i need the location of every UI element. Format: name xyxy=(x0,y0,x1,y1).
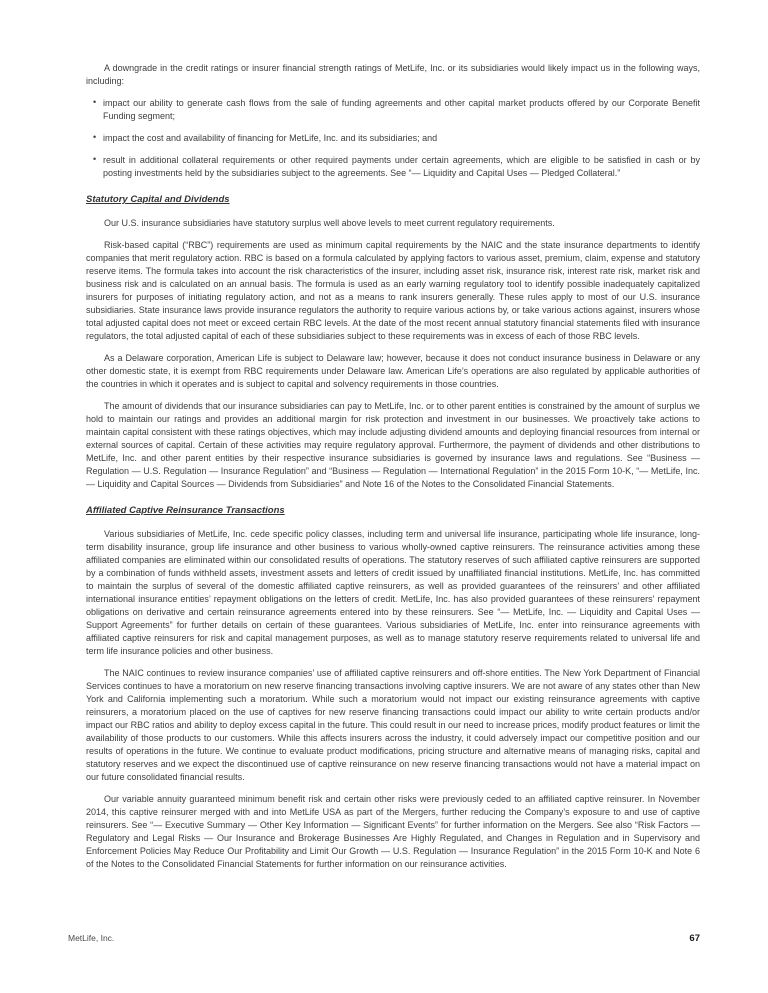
page-footer xyxy=(68,933,700,944)
bullet-list xyxy=(86,97,700,180)
bullet-text: result in additional collateral requirements or other required payments under certain agreements, which are eligible to be satisfied in cash or by posting investments held by the subsidiaries subject to the agreements. See “— Liquidity and Capital Uses — Pledged Collateral.” xyxy=(103,155,700,178)
footer-company: MetLife, Inc. xyxy=(68,933,115,943)
bullet-text: impact our ability to generate cash flows from the sale of funding agreements and other capital market products offered by our Corporate Benefit Funding segment; xyxy=(103,98,700,121)
paragraph: Our variable annuity guaranteed minimum benefit risk and certain other risks were previously ceded to an affiliated captive reinsurer. In November 2014, this captive reinsurer merged with and into MetLife USA as part of the Mergers, further reducing the Company’s exposure to and use of captive reinsurers. See “— Executive Summary — Other Key Information — Significant Events” for further information on the Mergers. See also “Risk Factors — Regulatory and Legal Risks — Our Insurance and Brokerage Businesses Are Highly Regulated, and Changes in Regulation and in Supervisory and Enforcement Policies May Reduce Our Profitability and Limit Our Growth — U.S. Regulation — Insurance Regulation” in the 2015 Form 10-K and Note 6 of the Notes to the Consolidated Financial Statements for further information on our reinsurance activities. xyxy=(86,794,700,869)
bullet-item xyxy=(86,154,700,180)
bullet-text: impact the cost and availability of financing for MetLife, Inc. and its subsidiaries; and xyxy=(103,133,438,143)
bullet-icon: • xyxy=(93,154,97,164)
bullet-icon: • xyxy=(93,97,97,107)
footer-page-number: 67 xyxy=(689,933,700,944)
paragraph: Various subsidiaries of MetLife, Inc. cede specific policy classes, including term and universal life insurance, participating whole life insurance, long-term disability insurance, group life insurance and other business to various wholly-owned captive reinsurers. The reinsurance activities among these affiliated companies are eliminated within our consolidated results of operations. The statutory reserves of such affiliated captive reinsurers are supported by a combination of funds withheld assets, investment assets and letters of credit issued by unaffiliated financial institutions. MetLife, Inc. has committed to maintain the surplus of several of the domestic affiliated captive reinsurers, as well as provided guarantees of the reinsurers’ and other affiliated international insurance entities’ repayment obligations on the letters of credit. MetLife, Inc. has also provided guarantees of these reinsurers’ repayment obligations on derivative and certain reinsurance agreements entered into by these reinsurers. See “— MetLife, Inc. — Liquidity and Capital Uses — Support Agreements” for further details on certain of these guarantees. Various subsidiaries of MetLife, Inc. enter into reinsurance agreements with affiliated captive reinsurers for risk and capital management purposes, as well as to manage statutory reserve requirements related to universal life and term life insurance policies and other business. xyxy=(86,529,700,656)
paragraph: Our U.S. insurance subsidiaries have statutory surplus well above levels to meet current regulatory requirements. xyxy=(104,218,555,228)
paragraph: The NAIC continues to review insurance companies’ use of affiliated captive reinsurers and off-shore entities. The New York Department of Financial Services continues to have a moratorium on new reserve financing transactions involving captive insurers. We are not aware of any states other than New York and California implementing such a moratorium. While such a moratorium would not impact our existing reinsurance agreements with captive reinsurers, a moratorium placed on the use of captives for new reserve financing transactions could impact our ability to write certain products and/or impact our RBC ratios and ability to deploy excess capital in the future. This could result in our need to increase prices, modify product features or limit the availability of those products to our customers. While this affects insurers across the industry, it could adversely impact our competitive position and our results of operations in the future. We continue to evaluate product modifications, pricing structure and alternative means of managing risks, capital and statutory reserves and we expect the discontinued use of captive reinsurance on new reserve financing transactions would not have a material impact on our future consolidated financial results. xyxy=(86,668,700,782)
section-heading-affiliated-captive-reinsurance-transactions: Affiliated Captive Reinsurance Transactions xyxy=(86,505,285,516)
bullet-item xyxy=(86,97,700,123)
intro-paragraph: A downgrade in the credit ratings or insurer financial strength ratings of MetLife, Inc. or its subsidiaries would likely impact us in the following ways, including: xyxy=(86,63,700,86)
bullet-item xyxy=(86,132,700,145)
page-content xyxy=(86,62,700,880)
section-heading-statutory-capital-and-dividends: Statutory Capital and Dividends xyxy=(86,194,230,205)
paragraph: As a Delaware corporation, American Life is subject to Delaware law; however, because it does not conduct insurance business in Delaware or any other domestic state, it is exempt from RBC requirements under Delaware law. American Life’s operations are also regulated by applicable authorities of the countries in which it operates and is subject to capital and solvency requirements in those countries. xyxy=(86,353,700,389)
paragraph: The amount of dividends that our insurance subsidiaries can pay to MetLife, Inc. or to other parent entities is constrained by the amount of surplus we hold to maintain our ratings and provides an additional margin for risk protection and investment in our businesses. We proactively take actions to maintain capital consistent with these ratings objectives, which may include adjusting dividend amounts and deploying financial resources from internal or external sources of capital. Certain of these activities may require regulatory approval. Furthermore, the payment of dividends and other distributions to MetLife, Inc. and other parent entities by their respective insurance subsidiaries is governed by insurance laws and regulations. See “Business — Regulation — U.S. Regulation — Insurance Regulation” and “Business — Regulation — International Regulation” in the 2015 Form 10-K, “— MetLife, Inc. — Liquidity and Capital Sources — Dividends from Subsidiaries” and Note 16 of the Notes to the Consolidated Financial Statements. xyxy=(86,401,700,489)
bullet-icon: • xyxy=(93,132,97,142)
paragraph: Risk-based capital (“RBC”) requirements are used as minimum capital requirements by the NAIC and the state insurance departments to identify companies that merit regulatory action. RBC is based on a formula calculated by applying factors to various asset, premium, claim, expense and statutory reserve items. The formula takes into account the risk characteristics of the insurer, including asset risk, insurance risk, interest rate risk, market risk and business risk and is calculated on an annual basis. The formula is used as an early warning regulatory tool to identify possible inadequately capitalized insurers for purposes of initiating regulatory action, and not as a means to rank insurers generally. These rules apply to most of our U.S. insurance subsidiaries. State insurance laws provide insurance regulators the authority to require various actions by, or take various actions against, insurers whose total adjusted capital does not meet or exceed certain RBC levels. At the date of the most recent annual statutory financial statements filed with insurance regulators, the total adjusted capital of each of these subsidiaries subject to these requirements was in excess of each of those RBC levels. xyxy=(86,240,700,341)
